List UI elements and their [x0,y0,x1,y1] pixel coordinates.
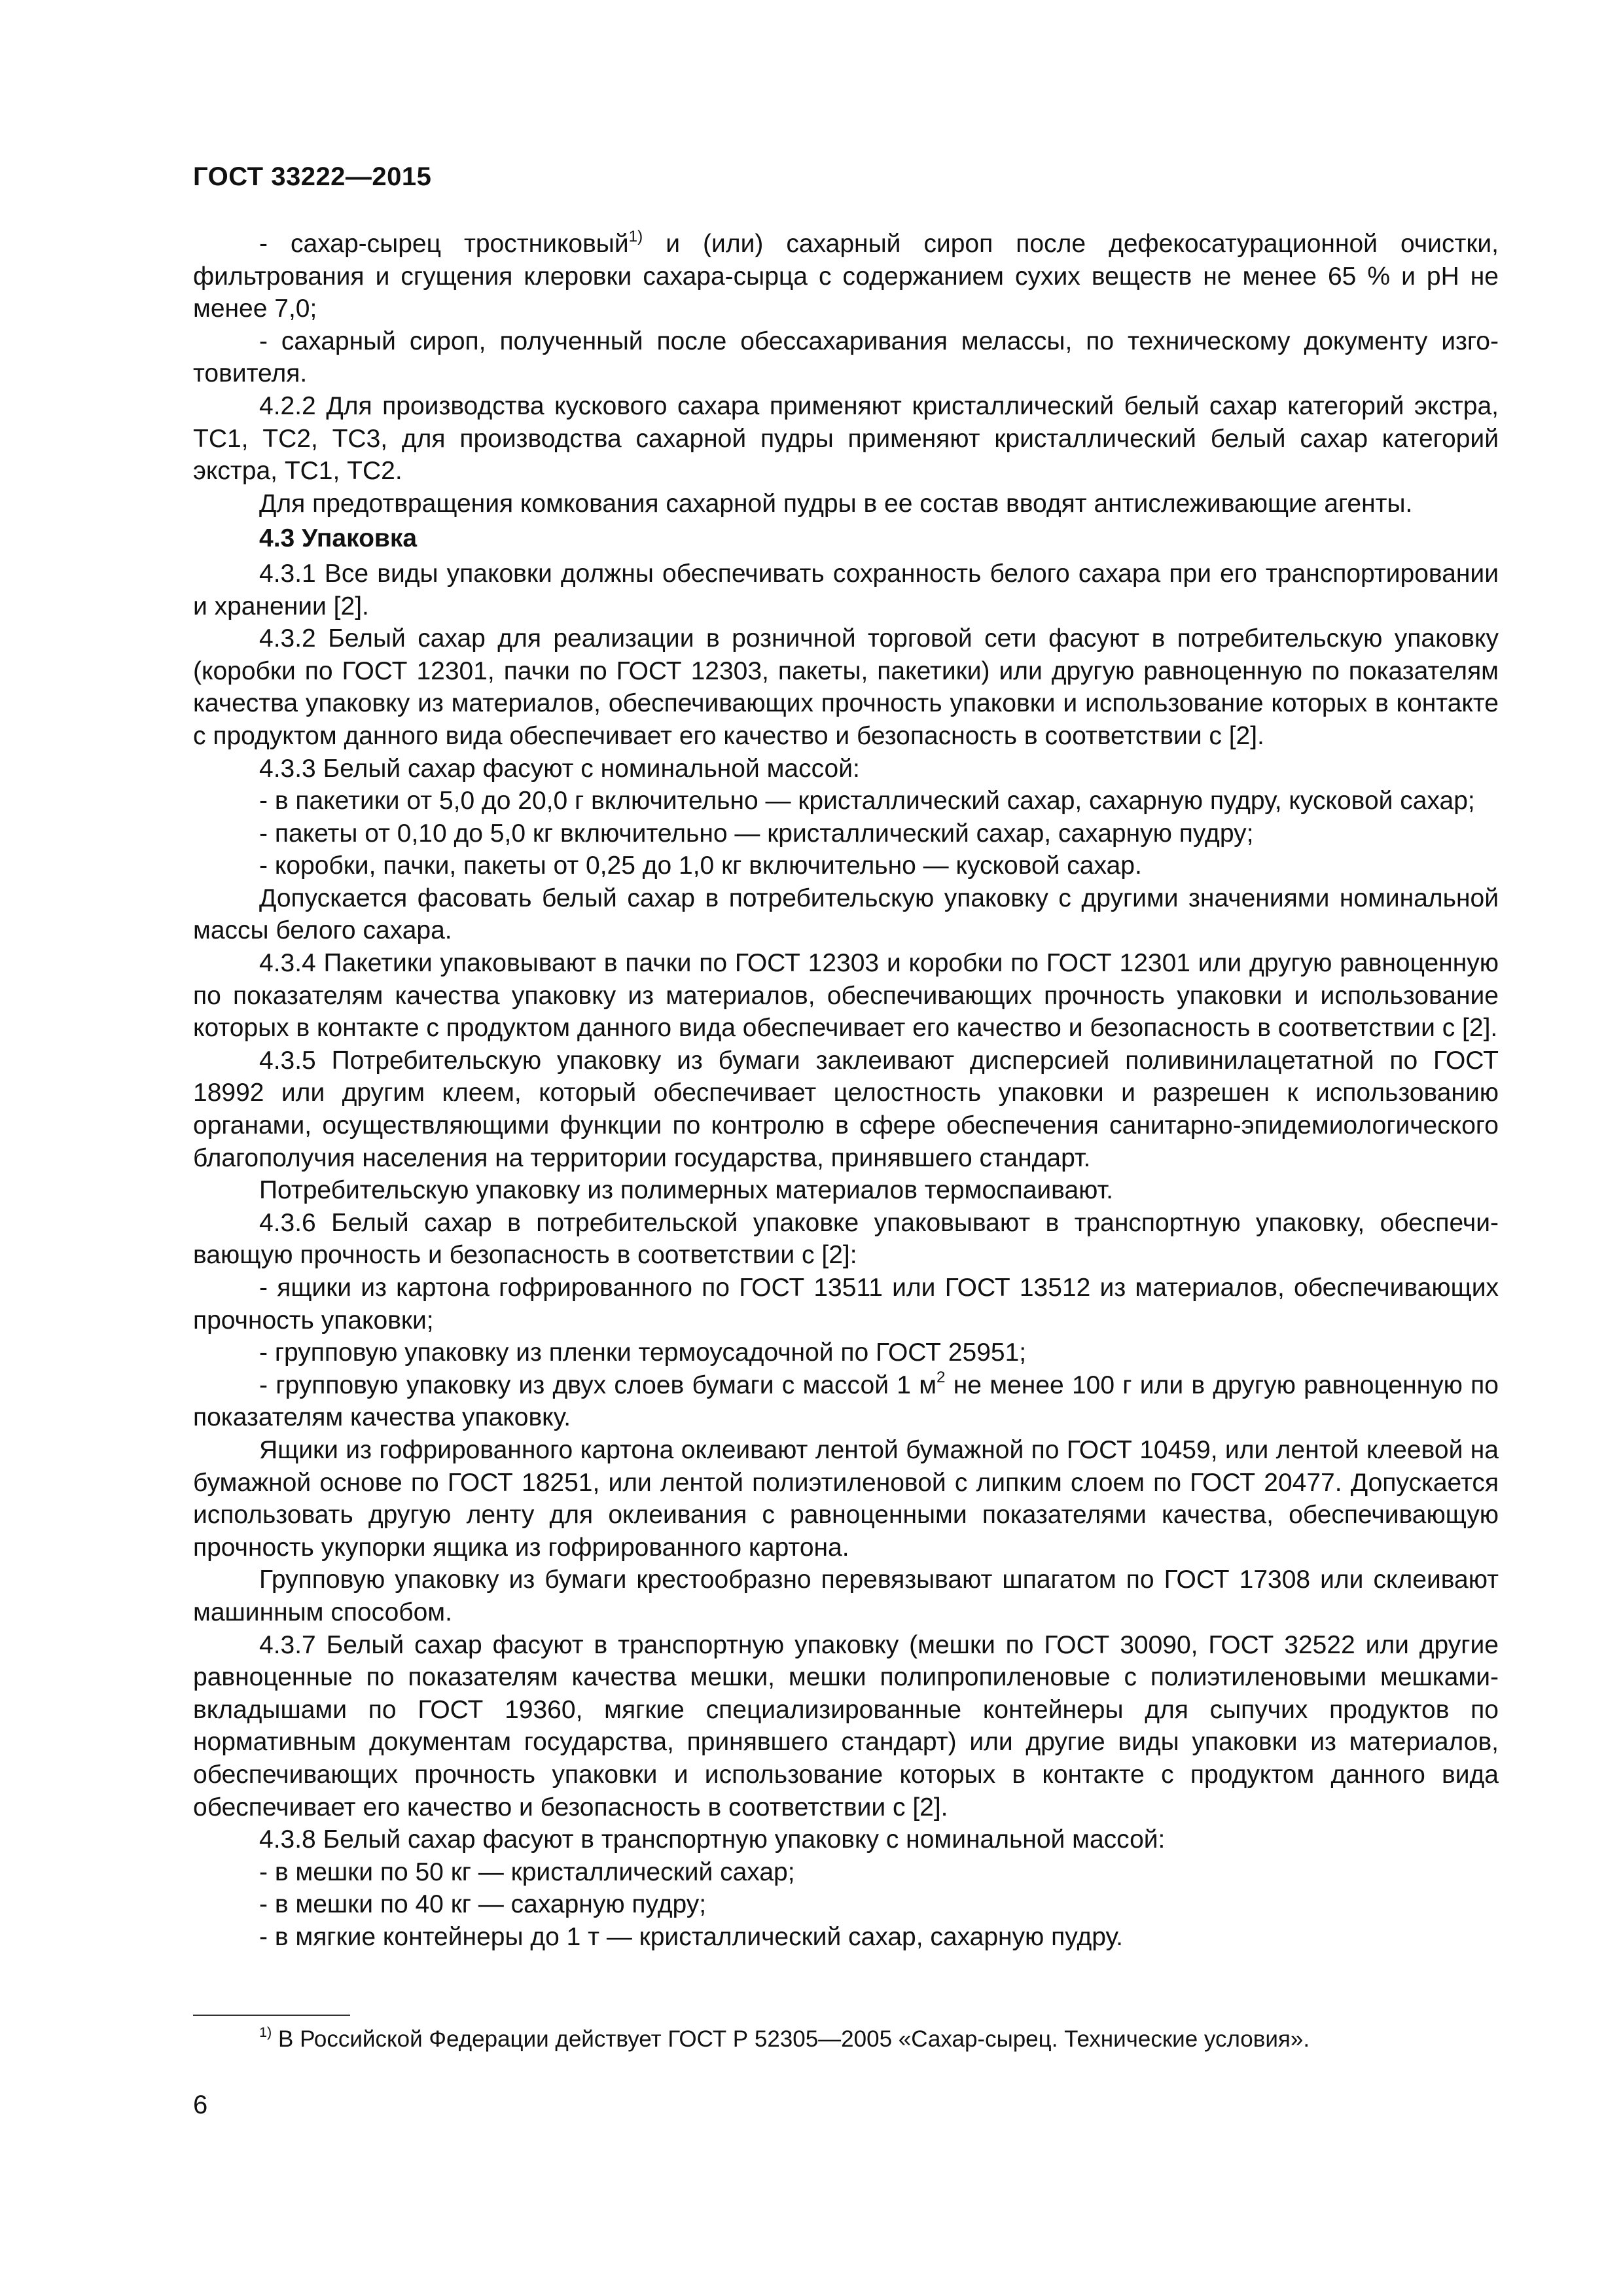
paragraph [193,390,1499,488]
paragraph-text: - сахар-сырец тростниковый [259,230,629,258]
paragraph-text: 4.3.5 Потребительскую упаковку из бумаги заклеивают дисперсией поливинилацетатной по ГОСТ 18992 или другим клеем, который обеспечивает целостность упаковки и разрешен к использованию органами, осуществляющими функции по контролю в сфере обеспечения санитарно-эпидемиологического благополучия населения на территории государства, принявшего стандарт. [193,1046,1499,1172]
paragraph-text: - в мягкие контейнеры до 1 т — кристаллический сахар, сахарную пудру. [259,1922,1123,1951]
paragraph [193,325,1499,390]
paragraph [193,1888,1499,1921]
paragraph [193,1336,1499,1369]
paragraph [193,622,1499,752]
paragraph-text-continued: не менее 100 г или в другую равноценную по показателям качества упаковку. [193,1371,1499,1432]
paragraph [193,1856,1499,1889]
paragraph [193,1629,1499,1824]
paragraph-text: Потребительскую упаковку из полимерных материалов термоспаивают. [259,1176,1113,1205]
superscript: 1) [628,227,643,245]
paragraph-text: - групповую упаковку из двух слоев бумаги с массой 1 м [259,1371,937,1399]
paragraph [193,1045,1499,1174]
paragraph-text: Ящики из гофрированного картона оклеивают лентой бумажной по ГОСТ 10459, или лентой клеевой на бумажной основе по ГОСТ 18251, или лентой полиэтиленовой с липким слоем по ГОСТ 20477. Допускается использовать другую ленту для оклеивания с равноценными показателями качества, обеспечивающую прочность укупорки ящика из гофрированного картона. [193,1435,1499,1562]
paragraph-text: Для предотвращения комкования сахарной пудры в ее состав вводят антислеживающие агенты. [259,489,1413,518]
paragraph-text: - в мешки по 40 кг — сахарную пудру; [259,1890,707,1919]
paragraph [193,947,1499,1045]
paragraph [193,1369,1499,1434]
paragraph-text: 4.2.2 Для производства кускового сахара применяют кристаллический белый сахар категорий экстра, ТС1, ТС2, ТС3, для производства сахарной пудры применяют кристаллический белый сахар категорий экстра, ТС1, ТС2. [193,391,1499,486]
paragraph-text: 4.3.4 Пакетики упаковывают в пачки по ГОСТ 12303 и коробки по ГОСТ 12301 или другую равноценную по показателям качества упаковку из материалов, обеспечивающих прочность упаковки и использование которых в контакте с продуктом данного вида обеспечивает его качество и безопасность в соответствии с [2]. [193,949,1499,1043]
page-number: 6 [193,2090,208,2119]
paragraph-text: 4.3.2 Белый сахар для реализации в розничной торговой сети фасуют в потребительскую упаковку (коробки по ГОСТ 12301, пачки по ГОСТ 12303, пакеты, пакетики) или другую равноценную по показателям качества упаковку из материалов, обеспечивающих прочность упаковки и использование которых в контакте с продуктом данного вида обеспечивает его качество и безопасность в соответствии с [2]. [193,624,1499,750]
paragraph-text: 4.3.8 Белый сахар фасуют в транспортную упаковку с номинальной массой: [259,1825,1166,1854]
superscript: 2 [936,1369,946,1387]
paragraph [193,850,1499,882]
paragraph [193,1174,1499,1207]
paragraph-text: 4.3.3 Белый сахар фасуют с номинальной массой: [259,754,860,783]
paragraph-text: - групповую упаковку из пленки термоусадочной по ГОСТ 25951; [259,1338,1027,1367]
paragraph [193,1434,1499,1564]
footnote-marker: 1) [259,2024,272,2041]
paragraph [193,1921,1499,1954]
paragraph [193,488,1499,520]
footnote-separator [193,2015,350,2016]
paragraph-text: - ящики из картона гофрированного по ГОСТ 13511 или ГОСТ 13512 из материалов, обеспечивающих прочность упаковки; [193,1274,1499,1335]
paragraph [193,817,1499,850]
footnote-text: В Российской Федерации действует ГОСТ Р 52305—2005 «Сахар-сырец. Технические условия». [272,2026,1310,2052]
paragraph-text-continued: и (или) сахарный сироп после дефекосатурационной очистки, фильтрования и сгущения клеровки сахара-сырца с содержанием сухих веществ не менее 65 % и pH не менее 7,0; [193,230,1499,323]
paragraph-text: - сахарный сироп, полученный после обессахаривания мелассы, по техническому документу изготовителя. [193,327,1499,388]
paragraph-text: Допускается фасовать белый сахар в потребительскую упаковку с другими значениями номинальной массы белого сахара. [193,884,1499,945]
footnote [193,2025,1499,2054]
paragraph [193,1564,1499,1628]
paragraph [193,1823,1499,1856]
paragraph [193,228,1499,325]
paragraph-text: 4.3 Упаковка [259,524,418,553]
paragraph-text: - в пакетики от 5,0 до 20,0 г включительно — кристаллический сахар, сахарную пудру, кусковой сахар; [259,787,1475,816]
standard-header: ГОСТ 33222—2015 [193,162,432,191]
body-text [193,228,1499,1953]
paragraph [193,753,1499,785]
paragraph-text: - коробки, пачки, пакеты от 0,25 до 1,0 кг включительно — кусковой сахар. [259,852,1142,880]
paragraph-text: 4.3.7 Белый сахар фасуют в транспортную упаковку (мешки по ГОСТ 30090, ГОСТ 32522 или другие равноценные по показателям качества мешки, мешки полипропиленовые с полиэтиленовыми мешками-вкладышами по ГОСТ 19360, мягкие специализированные контейнеры для сыпучих продуктов по нормативным документам государства, принявшего стандарт) или другие виды упаковки из материалов, обеспечивающих прочность упаковки и использование которых в контакте с продуктом данного вида обеспечивает его качество и безопасность в соответствии с [2]. [193,1630,1499,1821]
paragraph [193,1272,1499,1336]
paragraph [193,882,1499,947]
paragraph [193,1207,1499,1272]
paragraph-text: 4.3.6 Белый сахар в потребительской упаковке упаковывают в транспортную упаковку, обеспечивающую прочность и безопасность в соответствии с [2]: [193,1208,1499,1270]
section-heading [193,522,1499,555]
paragraph [193,785,1499,817]
paragraph [193,558,1499,622]
paragraph-text: Групповую упаковку из бумаги крестообразно перевязывают шпагатом по ГОСТ 17308 или склеивают машинным способом. [193,1566,1499,1626]
paragraph-text: 4.3.1 Все виды упаковки должны обеспечивать сохранность белого сахара при его транспортировании и хранении [2]. [193,559,1499,620]
paragraph-text: - пакеты от 0,10 до 5,0 кг включительно — кристаллический сахар, сахарную пудру; [259,819,1254,848]
paragraph-text: - в мешки по 50 кг — кристаллический сахар; [259,1857,795,1886]
